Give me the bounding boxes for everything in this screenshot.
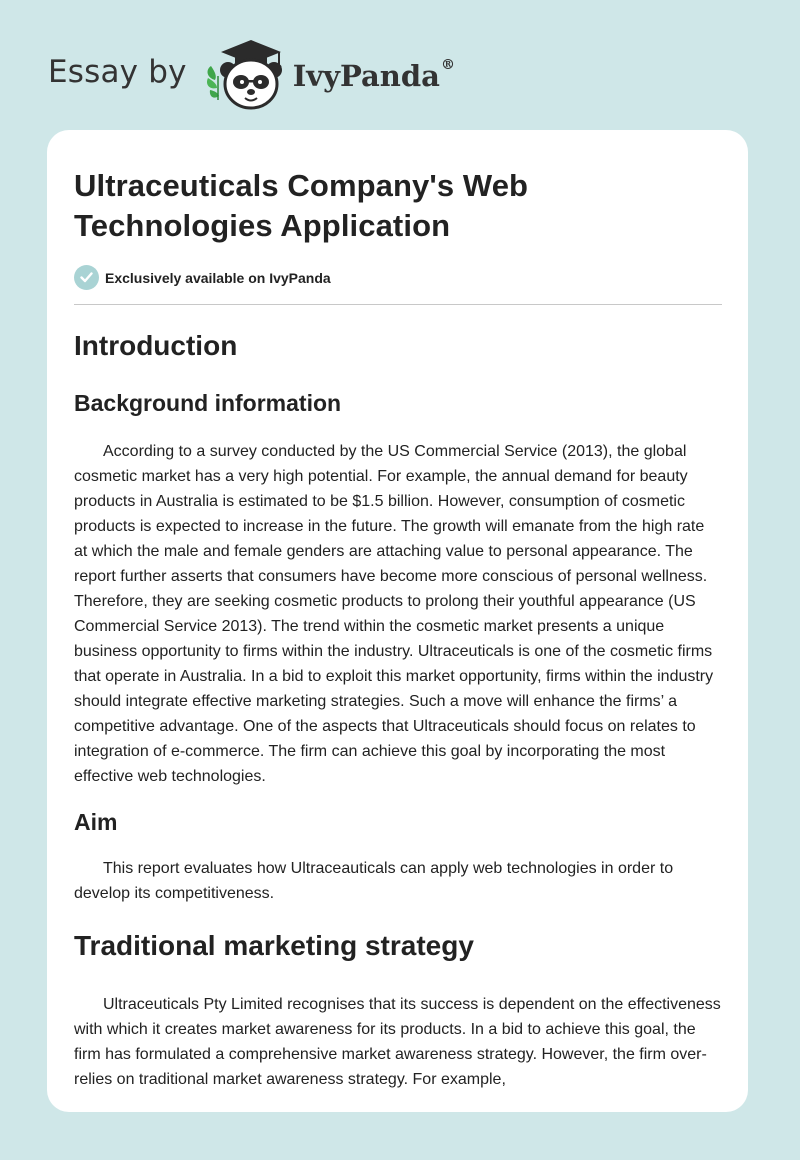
section-heading-traditional-marketing: Traditional marketing strategy — [74, 930, 474, 961]
essay-by-label: Essay by — [48, 54, 187, 90]
article-card — [47, 130, 748, 1112]
exclusive-badge — [74, 265, 722, 305]
subsection-heading-background: Background information — [74, 390, 342, 416]
site-header — [48, 36, 455, 112]
article-title: Ultraceuticals Company's Web Technologies Application — [74, 168, 529, 243]
exclusive-label: Exclusively available on IvyPanda — [105, 269, 331, 286]
section-heading-introduction: Introduction — [74, 330, 238, 361]
paragraph-traditional-marketing: Ultraceuticals Pty Limited recognises that its success is dependent on the effectiveness with which it creates market awareness for its products. In a bid to achieve this goal, the firm has formulated a comprehensive market awareness strategy. However, the firm over-relies on traditional market awareness strategy. For example, — [74, 996, 721, 1088]
registered-mark: ® — [440, 57, 455, 73]
check-icon — [74, 265, 99, 290]
ivypanda-logo-icon[interactable] — [201, 36, 287, 112]
paragraph-aim: This report evaluates how Ultraceauticals can apply web technologies in order to develop its competitiveness. — [74, 860, 674, 902]
subsection-heading-aim: Aim — [74, 809, 118, 835]
brand-name[interactable]: IvyPanda® — [292, 57, 455, 93]
paragraph-background: According to a survey conducted by the US Commercial Service (2013), the global cosmetic market has a very high potential. For example, the annual demand for beauty products in Australia is estimated to be $1.5 billion. However, consumption of cosmetic products is expected to increase in the future. The growth will emanate from the high rate at which the male and female genders are attaching value to personal appearance. The report further asserts that consumers have become more conscious of personal wellness. Therefore, they are seeking cosmetic products to prolong their youthful appearance (US Commercial Service 2013). The trend within the cosmetic market presents a unique business opportunity to firms within the industry. Ultraceuticals is one of the cosmetic firms that operate in Australia. In a bid to exploit this market opportunity, firms within the industry should integrate effective marketing strategies. Such a move will enhance the firms’ a competitive advantage. One of the aspects that Ultraceuticals should focus on relates to integration of e-commerce. The firm can achieve this goal by incorporating the most effective web technologies. — [74, 443, 714, 785]
